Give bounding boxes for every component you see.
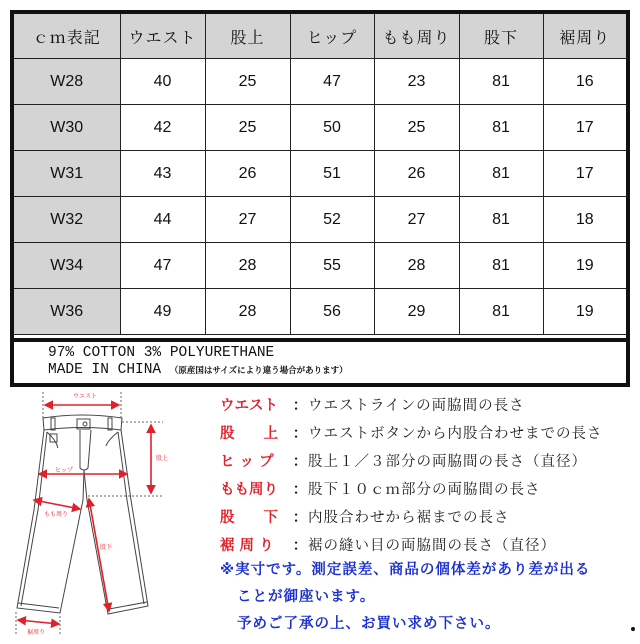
cell-size: W30 [14, 105, 120, 151]
table-row [14, 59, 626, 105]
table-row [14, 105, 626, 151]
table-row [14, 197, 626, 243]
cell-hip: 56 [290, 289, 374, 335]
legend-desc: ウエストボタンから内股合わせまでの長さ [308, 425, 603, 442]
cell-thigh: 25 [374, 105, 459, 151]
diagram-label-thigh: もも周り [44, 511, 69, 518]
cell-rise: 26 [205, 151, 290, 197]
cell-inseam: 81 [459, 151, 543, 197]
legend-term: ヒ ッ プ [220, 453, 274, 470]
cell-thigh: 27 [374, 197, 459, 243]
legend-term: ウエスト [220, 397, 278, 414]
cell-hem: 16 [543, 59, 626, 105]
cell-thigh: 23 [374, 59, 459, 105]
cell-waist: 40 [120, 59, 205, 105]
cell-hip: 50 [290, 105, 374, 151]
legend-item-hip [220, 446, 640, 474]
cell-hip: 51 [290, 151, 374, 197]
cell-inseam: 81 [459, 59, 543, 105]
cell-waist: 43 [120, 151, 205, 197]
cell-size: W31 [14, 151, 120, 197]
legend-item-waist [220, 390, 640, 418]
legend-colon: ： [292, 537, 308, 554]
cell-inseam: 81 [459, 105, 543, 151]
cell-hip: 52 [290, 197, 374, 243]
cell-thigh: 29 [374, 289, 459, 335]
cell-rise: 28 [205, 289, 290, 335]
cell-rise: 28 [205, 243, 290, 289]
cell-inseam: 81 [459, 197, 543, 243]
cell-size: W36 [14, 289, 120, 335]
table-row [14, 151, 626, 197]
cell-hem: 17 [543, 105, 626, 151]
notice-line-2: ことが御座います。 [237, 589, 376, 605]
header-row [14, 14, 626, 59]
pants-diagram [0, 388, 210, 640]
diagram-label-rise: 股上 [156, 455, 169, 462]
legend-item-hem [220, 530, 640, 558]
legend-term: もも周り [220, 481, 278, 498]
legend-desc: 裾の縫い目の両脇間の長さ（直径） [308, 537, 556, 554]
cell-hem: 19 [543, 289, 626, 335]
header-size: ｃｍ表記 [14, 14, 120, 59]
cell-rise: 25 [205, 59, 290, 105]
notice-line-3: 予めご了承の上、お買い求め下さい。 [237, 616, 501, 632]
cell-waist: 49 [120, 289, 205, 335]
table-row [14, 289, 626, 335]
legend-term: 股 下 [220, 509, 278, 526]
header-waist: ウエスト [120, 14, 205, 59]
table-row [14, 243, 626, 289]
measurement-notice [220, 557, 640, 638]
cell-waist: 47 [120, 243, 205, 289]
measurement-legend [220, 390, 640, 558]
legend-desc: 股下１０ｃｍ部分の両脇間の長さ [308, 481, 541, 498]
header-inseam: 股下 [459, 14, 543, 59]
cell-hem: 18 [543, 197, 626, 243]
bullet-dot-icon [631, 627, 635, 631]
cell-hip: 55 [290, 243, 374, 289]
legend-term: 裾 周 り [220, 537, 274, 554]
cell-size: W32 [14, 197, 120, 243]
size-grid [14, 14, 626, 335]
header-hip: ヒップ [290, 14, 374, 59]
header-hem: 裾周り [543, 14, 626, 59]
origin-text: MADE IN CHINA [48, 362, 162, 378]
origin-line [48, 362, 626, 380]
cell-rise: 25 [205, 105, 290, 151]
cell-hip: 47 [290, 59, 374, 105]
legend-colon: ： [292, 453, 308, 470]
legend-colon: ： [292, 509, 308, 526]
legend-term: 股 上 [220, 425, 278, 442]
diagram-label-hip: ヒップ [55, 467, 73, 474]
legend-colon: ： [292, 397, 308, 414]
legend-colon: ： [292, 481, 308, 498]
legend-colon: ： [292, 425, 308, 442]
cell-inseam: 81 [459, 243, 543, 289]
diagram-label-waist: ウエスト [73, 393, 98, 400]
legend-desc: ウエストラインの両脇間の長さ [308, 397, 525, 414]
cell-thigh: 26 [374, 151, 459, 197]
cell-size: W28 [14, 59, 120, 105]
cell-rise: 27 [205, 197, 290, 243]
material-text: 97% COTTON 3% POLYURETHANE [48, 345, 275, 361]
pants-illustration-icon [0, 388, 210, 640]
cell-hem: 17 [543, 151, 626, 197]
cell-thigh: 28 [374, 243, 459, 289]
diagram-label-inseam: 股下 [100, 544, 113, 551]
diagram-label-hem: 裾周り [27, 629, 46, 636]
cell-inseam: 81 [459, 289, 543, 335]
legend-item-rise [220, 418, 640, 446]
legend-item-thigh [220, 474, 640, 502]
notice-line-1: ※実寸です。測定誤差、商品の個体差があり差が出る [220, 562, 591, 578]
header-thigh: もも周り [374, 14, 459, 59]
legend-desc: 内股合わせから裾までの長さ [308, 509, 510, 526]
legend-desc: 股上１／３部分の両脇間の長さ（直径） [308, 453, 587, 470]
cell-waist: 44 [120, 197, 205, 243]
origin-note: （原産国はサイズにより違う場合があります） [169, 366, 348, 376]
header-rise: 股上 [205, 14, 290, 59]
material-footer [14, 338, 626, 383]
legend-item-inseam [220, 502, 640, 530]
cell-hem: 19 [543, 243, 626, 289]
size-table [10, 10, 630, 387]
cell-waist: 42 [120, 105, 205, 151]
cell-size: W34 [14, 243, 120, 289]
